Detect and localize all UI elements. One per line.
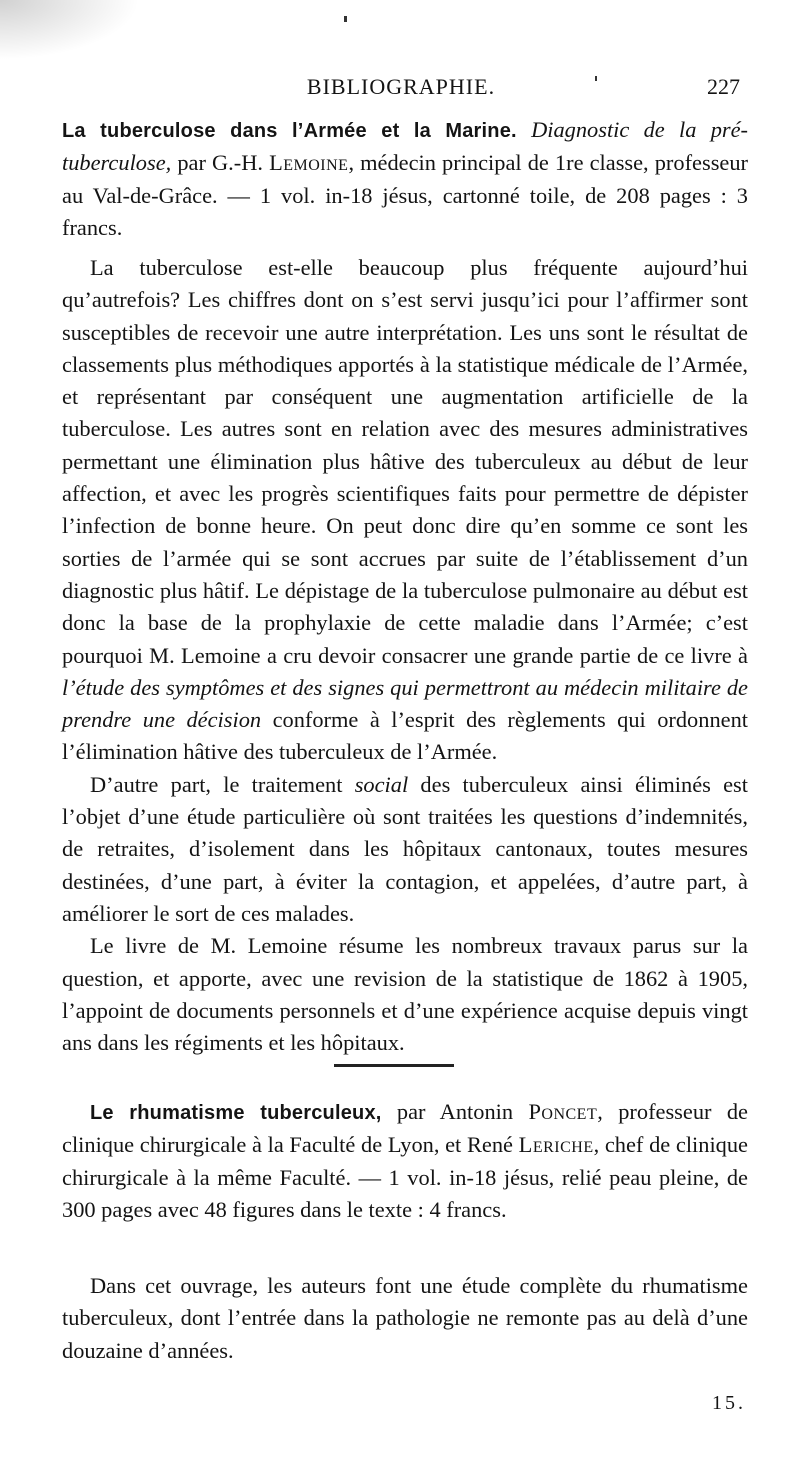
page-number: 227 [707, 74, 740, 99]
book-title: Le rhumatisme tuberculeux, [90, 1102, 382, 1124]
page-header [62, 74, 740, 104]
review-entry-2-body [62, 1270, 748, 1367]
section-divider [334, 1064, 454, 1067]
author-name: Poncet [528, 1099, 598, 1124]
book-title: La tuberculose dans l’Armée et la Marine. [62, 120, 517, 142]
review-paragraph: Le livre de M. Lemoine résume les nombreux travaux parus sur la question, et apporte, avec une revision de la statistique de 1862 à 1905, l’appoint de documents personnels et d’une expérience acquise depuis vingt ans dans les régiments et les hôpitaux. [62, 933, 748, 1056]
author-name: Leriche [518, 1132, 594, 1158]
scan-shadow [0, 0, 140, 60]
entry-heading: La tuberculose dans l’Armée et la Marine. Diagnostic de la pré-tuberculose, par G.-H. Lemoine, médecin principal de 1re classe, professeur au Val-de-Grâce. — 1 vol. in-18 jésus, cartonné toile, de 208 pages : 3 francs. [62, 117, 748, 240]
book-subtitle: Diagnostic de la pré-tuberculose, [62, 117, 748, 176]
entry-heading: Le rhumatisme tuberculeux, par Antonin Poncet, professeur de clinique chirurgicale à la Faculté de Lyon, et René Leriche, chef de clinique chirurgicale à la même Faculté. — 1 vol. in-18 jésus, relié peau pleine, de 300 pages avec 48 figures dans le texte : 4 francs. [62, 1099, 749, 1222]
author-name: Lemoine [269, 150, 349, 176]
review-paragraph: Dans cet ouvrage, les auteurs font une étude complète du rhumatisme tuberculeux, dont l’entrée dans la pathologie ne remonte pas au delà d’une douzaine d’années. [62, 1273, 748, 1363]
running-head: BIBLIOGRAPHIE. [306, 74, 496, 99]
book-details: , médecin principal de 1re classe, professeur au Val-de-Grâce. — 1 vol. in-18 jésus, cartonné toile, de 208 pages : 3 francs. [62, 150, 748, 240]
book-details: , chef de clinique chirurgicale à la même Faculté. — 1 vol. in-18 jésus, relié peau pleine, de 300 pages avec 48 figures dans le texte : 4 francs. [62, 1132, 749, 1222]
signature-mark: 15. [712, 1392, 746, 1414]
review-entry-2 [62, 1096, 748, 1226]
review-entry-1-body [62, 252, 748, 1059]
review-paragraph: D’autre part, le traitement social des tuberculeux ainsi éliminés est l’objet d’une étude particulière où sont traitées les questions d’indemnités, de retraites, d’isolement dans les hôpitaux cantonaux, toutes mesures destinées, d’une part, à éviter la contagion, et appelées, d’autre part, à améliorer le sort de ces malades. [62, 771, 748, 926]
ink-speck [344, 16, 347, 22]
review-entry-1 [62, 114, 748, 244]
review-paragraph: La tuberculose est-elle beaucoup plus fréquente aujourd’hui qu’autrefois? Les chiffres dont on s’est servi jusqu’ici pour l’affirmer sont susceptibles de recevoir une autre interprétation. Les uns sont le résultat de classements plus méthodiques apportés à la statistique médicale de l’Armée, et représentant par conséquent une augmentation artificielle de la tuberculose. Les autres sont en relation avec des mesures administratives permettant une élimination plus hâtive des tuberculeux au début de leur affection, et avec les progrès scientifiques faits pour permettre de dépister l’infection de bonne heure. On peut donc dire qu’en somme ce sont les sorties de l’armée qui se sont accrues par suite de l’établissement d’un diagnostic plus hâtif. Le dépistage de la tuberculose pulmonaire au début est donc la base de la prophylaxie de cette maladie dans l’Armée; c’est pourquoi M. Lemoine a cru devoir consacrer une grande partie de ce livre à l’étude des symptômes et des signes qui permettront au médecin militaire de prendre une décision conforme à l’esprit des règlements qui ordonnent l’élimination hâtive des tuberculeux de l’Armée. [62, 255, 748, 765]
